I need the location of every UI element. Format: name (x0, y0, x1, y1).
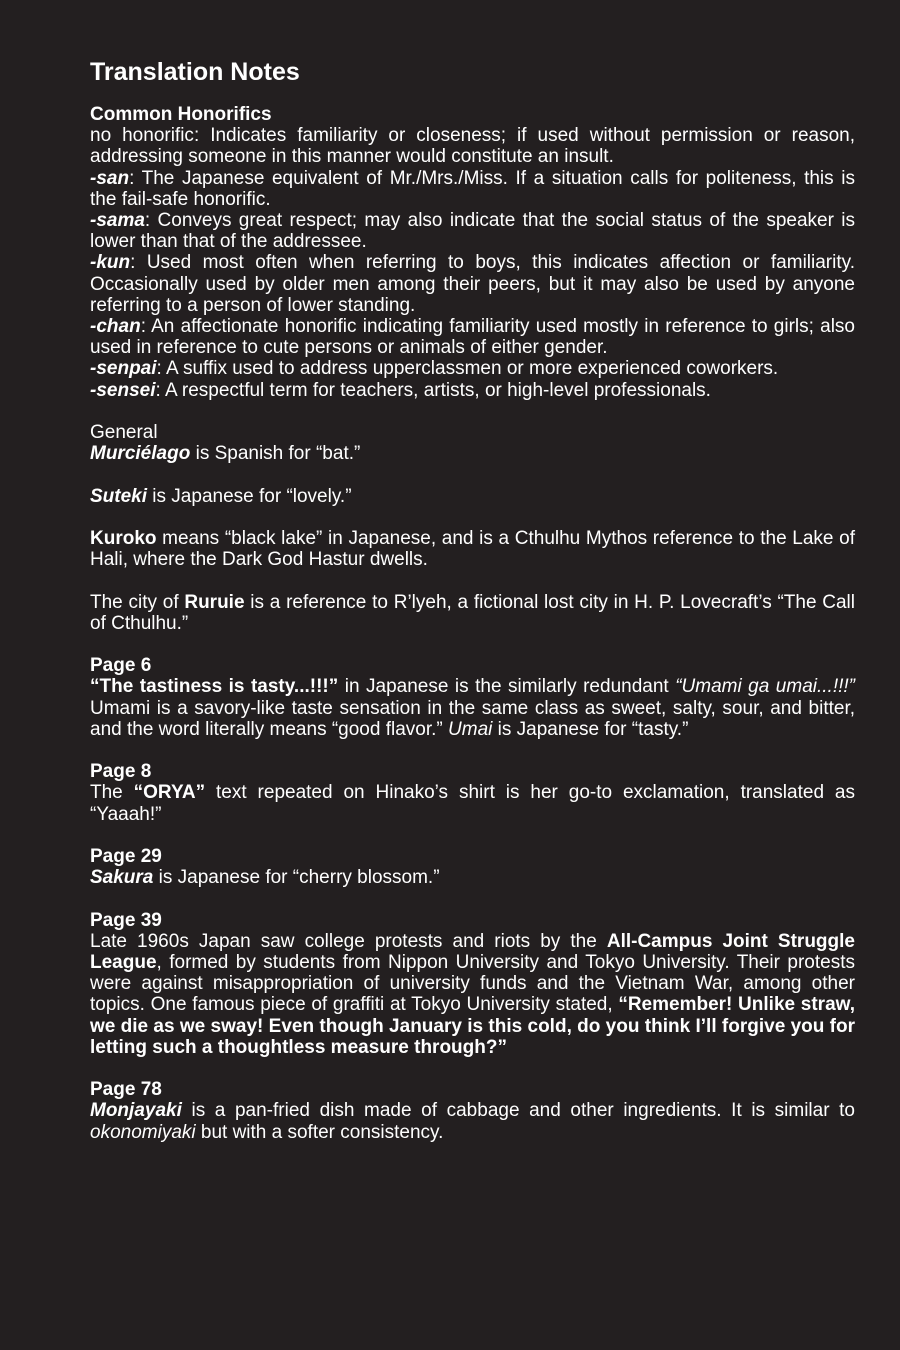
note-prefix: Late 1960s Japan saw college protests and riots by the (90, 930, 607, 952)
note-quote: “The tastiness is tasty...!!!” (90, 676, 339, 698)
spacer (90, 507, 855, 528)
note-page6 (90, 676, 855, 740)
page78-heading: Page 78 (90, 1079, 162, 1101)
honorifics-heading: Common Honorifics (90, 104, 272, 125)
spacer (90, 1058, 855, 1079)
note-text: is Japanese for “lovely.” (147, 485, 352, 507)
honorific-term: -sensei (90, 379, 156, 401)
honorific-term: -san (90, 167, 130, 189)
spacer (90, 570, 855, 591)
note-term: Murciélago (90, 443, 191, 465)
spacer (90, 634, 855, 655)
page6-heading: Page 6 (90, 655, 152, 677)
note-text: means “black lake” in Japanese, and is a Cthulhu Mythos reference to the Lake of Hali, where the Dark God Hastur dwells. (90, 528, 855, 571)
note-ruruie (90, 592, 855, 634)
note-suteki (90, 486, 855, 507)
honorific-term: -senpai (90, 358, 157, 380)
page29-heading: Page 29 (90, 846, 162, 867)
honorific-term: no honorific (90, 125, 194, 147)
note-text: in Japanese is the similarly redundant (338, 676, 676, 698)
note-text: , formed by students from Nippon University and Tokyo University. Their protests were against misappropriation of university funds and the Vietnam War, among other topics. One famous piece of graffiti at Tokyo University stated, (90, 952, 855, 1016)
honorific-entry (90, 125, 855, 167)
page39-heading: Page 39 (90, 909, 162, 931)
note-umai: Umai (448, 718, 493, 740)
honorific-term: -kun (90, 252, 131, 274)
note-text: Umami is a savory-like taste sensation in the same class as sweet, salty, sour, and bitter, and the word literally means “good flavor.” (90, 697, 855, 740)
note-text: is Japanese for “tasty.” (492, 718, 689, 740)
note-quote: “Remember! Unlike straw, we die as we sway! Even though January is this cold, do you think I’ll forgive you for letting such a thoughtless measure through?” (90, 994, 855, 1058)
note-text: but with a softer consistency. (195, 1121, 444, 1143)
note-term: Suteki (90, 485, 148, 507)
honorific-entry (90, 168, 855, 210)
note-okonomiyaki: okonomiyaki (90, 1121, 196, 1143)
honorific-entry (90, 316, 855, 358)
honorific-text: : Indicates familiarity or closeness; if used without permission or reason, addressing someone in this manner would constitute an insult. (90, 125, 855, 168)
honorific-term: -sama (90, 210, 145, 232)
note-page8 (90, 782, 855, 824)
note-prefix: The city of (90, 591, 185, 613)
notes-body (90, 104, 855, 1143)
note-term: Monjayaki (90, 1100, 182, 1122)
note-term: Sakura (90, 867, 154, 889)
note-term: All-Campus Joint Struggle League (90, 930, 855, 973)
honorific-text: : The Japanese equivalent of Mr./Mrs./Miss. If a situation calls for politeness, this is the fail-safe honorific. (90, 167, 855, 210)
note-page78 (90, 1100, 855, 1142)
note-term: Kuroko (90, 528, 157, 550)
note-term: Ruruie (184, 591, 245, 613)
spacer (90, 401, 855, 422)
page-title: Translation Notes (90, 58, 300, 86)
spacer (90, 464, 855, 485)
spacer (90, 825, 855, 846)
honorific-text: : An affectionate honorific indicating familiarity used mostly in reference to girls; also used in reference to cute persons or animals of either gender. (90, 316, 855, 359)
note-text: is a pan-fried dish made of cabbage and other ingredients. It is similar to (181, 1100, 855, 1122)
honorific-entry (90, 358, 855, 379)
spacer (90, 740, 855, 761)
note-text: is a reference to R’lyeh, a fictional lost city in H. P. Lovecraft’s “The Call of Cthulhu.” (90, 591, 856, 634)
note-text: is Spanish for “bat.” (190, 443, 361, 465)
note-murcielago (90, 443, 855, 464)
honorific-entry (90, 210, 855, 252)
note-text: is Japanese for “cherry blossom.” (153, 867, 440, 889)
honorific-text: : Conveys great respect; may also indicate that the social status of the speaker is lower than that of the addressee. (90, 210, 855, 253)
honorific-text: : Used most often when referring to boys, this indicates affection or familiarity. Occasionally used by older men among their peers, but it may also be used by anyone referring to a person of lower standing. (90, 252, 855, 316)
page8-heading: Page 8 (90, 761, 152, 783)
honorific-entry (90, 380, 855, 401)
honorific-term: -chan (90, 316, 141, 338)
note-japanese: “Umami ga umai...!!!” (675, 676, 855, 698)
note-page29 (90, 867, 855, 888)
general-heading: General (90, 422, 158, 444)
note-term: “ORYA” (133, 782, 206, 804)
honorific-text: : A respectful term for teachers, artists, or high-level professionals. (155, 379, 711, 401)
honorific-entry (90, 252, 855, 316)
spacer (90, 888, 855, 909)
note-page39 (90, 931, 855, 1058)
note-prefix: The (90, 782, 134, 804)
honorific-text: : A suffix used to address upperclassmen or more experienced coworkers. (156, 358, 779, 380)
note-kuroko (90, 528, 855, 570)
note-text: text repeated on Hinako’s shirt is her go-to exclamation, translated as “Yaaah!” (90, 782, 855, 825)
